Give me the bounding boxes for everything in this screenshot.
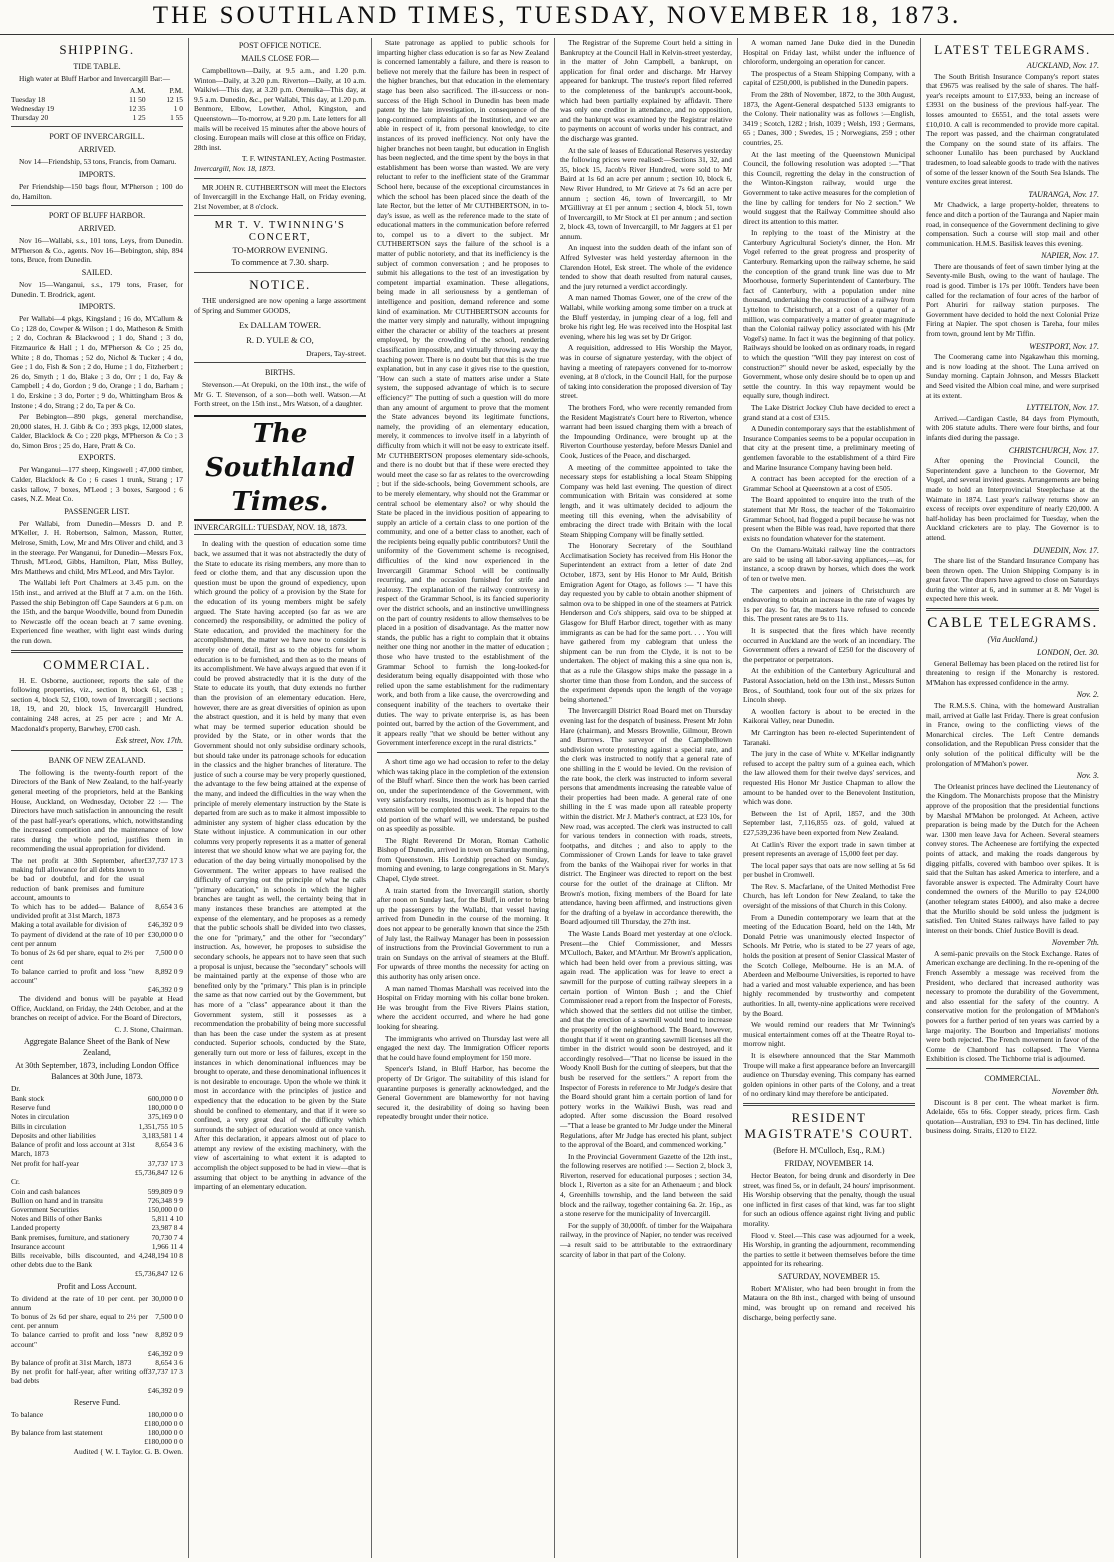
news-item: A woollen factory is about to be erected in the Kaikorai Valley, near Dunedin.: [743, 706, 915, 726]
sailed-subheading: SAILED.: [81, 267, 113, 277]
table-row: [11, 1386, 183, 1395]
news-item: At the sale of leases of Educational Reserves yesterday the following prices were realised:—Sections 31, 32, and 35, block 15, Jacob's River Hundred, were sold to Mr Baird at 1s 6d an acre per annum ; section 10, block 6, New River Hundred, to Mr Grieve at 7s 6d an acre per annum ; section 46, town of Invercargill, to Mr M'Gillivray at £1 per annum ; section 4, block 51, town of Invercargill, to Mr Stock at £1 per annum ; and section 2, block 43, town of Invercargill, to Mr Jaggers at £1 per annum.: [560, 145, 732, 241]
table-cell-label: By balance of profit at 31st March, 1873: [11, 1357, 132, 1367]
table-row: [11, 1103, 183, 1112]
table-cell-label: [11, 1168, 135, 1177]
table-cell-label: To dividend at the rate of 10 per cent. per annum: [11, 1293, 148, 1312]
news-item: The local paper says that oats are now selling at 5s 6d per bushel in Cromwell.: [743, 860, 915, 880]
table-cell-label: To bonus of 2s 6d per share, equal to 2½ per cent. per annum: [11, 1311, 148, 1331]
table-row: [11, 1294, 183, 1312]
news-item: The Lake District Jockey Club have decided to erect a grand stand at a cost of £315.: [743, 402, 915, 422]
port-bluff-heading: PORT OF BLUFF HARBOR.: [48, 211, 146, 221]
cable-item: [926, 771, 1099, 935]
table-cell-amount: 23,987 8 4: [151, 1223, 183, 1233]
divider: [11, 750, 183, 751]
column-telegrams: [921, 38, 1104, 1558]
table-cell-label: Making a total available for division of: [11, 920, 127, 930]
table-cell-label: To balance carried to profit and loss "new account": [11, 966, 145, 985]
news-item: From the 28th of November, 1872, to the 30th August, 1873, the Agent-General despatched 5133 emigrants to the Colony. Their nationality was as follows :—English, 3419 ; Scotch, 1282 ; Irish, 1039 ; Welsh, 193 ; Germans, 65 ; Danes, 300 ; Swedes, 15 ; Norwegians, 259 ; other countries, 25.: [743, 89, 915, 147]
concert-advert-time: To commence at 7.30. sharp.: [231, 257, 329, 268]
table-cell-label: [11, 1386, 148, 1395]
news-item: On the Oamaru-Waitaki railway line the contractors are said to be using all labor-saving appliances,—as, for instance, a scoop drawn by horses, which does the work of ten or twelve men.: [743, 545, 915, 584]
post-office-schedule: Campbelltown—Daily, at 9.5 a.m., and 1.20 p.m. Winton—Daily, at 3.20 p.m. Riverton—Daily, at 10 a.m. Waikiwi—This day, at 3.20 p.m. Otenuika—This day, at 9.5 a.m. Dunedin, &c., per Wallabi, This day, at 1.20 p.m. Benmore, Elbow, Lowther, Athol, Kingston, and Queenstown—To-morrow, at 9.20 p.m. Late letters for all mails will be received 15 minutes after the above hours of closing. European mails will close at this office on Friday, 28th inst.: [194, 66, 367, 152]
telegram-text: The share list of the Standard Insurance Company has been thrown open. The Union Shipping Company is in great favor. The drapers have agreed to close on Saturdays during the winter at 6, and in summer at 8. Mr Vogel is expected here this week.: [926, 556, 1099, 604]
table-row: [11, 1330, 183, 1348]
wallabi-voyage-note: The Wallabi left Port Chalmers at 3.45 p.m. on the 15th inst., and arrived at the Bluff at 7 a.m. on the 16th. Passed the ship Bebington off Cape Saunders at 6 p.m. on the 15th, and the barque Woodville, bound from Dunedin to Newcastle off the ocean beach at 7 same evening. Experienced fine weather, with light east winds during the run down.: [11, 578, 183, 645]
table-cell-amount: 7,500 0 0: [155, 1311, 183, 1321]
bank-report-text: The following is the twenty-fourth report of the Directors of the Bank of New Zealand, to the half-yearly general meeting of the proprietors, held at the Banking House, Auckland, on Wednesday, October 22 :— The Directors have much satisfaction in announcing the result of the past half-year's operations, which, notwithstanding the increased competition and the maintenance of low rates during the whole period, justifies them in recommending the usual appropriation for dividend.: [11, 767, 183, 854]
court-case: Robert M'Alister, who had been brought in from the Mataura on the 8th inst., charged with being of unsound mind, was brought up on remand and received his discharge, being perfectly sane.: [743, 1283, 915, 1322]
table-cell-label: [11, 1437, 132, 1446]
debit-label: Dr.: [11, 1084, 21, 1094]
table-cell-amount: £5,736,847 12 6: [134, 1167, 183, 1177]
tide-day: Tuesday 18: [11, 94, 46, 104]
news-item: Mr Carrington has been re-elected Superintendent of Taranaki.: [743, 727, 915, 747]
table-row: [11, 1140, 183, 1158]
telegram-item: [926, 190, 1099, 249]
cable-item: [926, 648, 1099, 687]
table-row: [11, 856, 183, 902]
divider: [926, 1068, 1099, 1069]
table-cell-amount: £30,000 0 0: [147, 929, 183, 939]
table-cell-amount: £46,392 0 9: [147, 984, 183, 994]
tide-row: [11, 95, 183, 104]
telegram-text: The South British Insurance Company's report states that £9675 was realised by the sale of shares. The half-year's receipts amount to £17,933, being an increase of £3931 on the business of the previous half-year. The losses amounted to £6551, and the total assets were £10,010. A call is recommended to provide more capital. The report was passed, and the chairman congratulated the Company on the sound state of its affairs. The schooner Lunalilo has been purchased by Auckland tradesmen, to load saleable goods to trade with the natives of some of the lesser known of the South Sea Islands. The venture excites great interest.: [926, 71, 1099, 187]
tide-col-header: [11, 86, 108, 95]
news-item: A contract has been accepted for the erection of a Grammar School at Queenstown at a cost of £505.: [743, 474, 915, 493]
news-item: It is suspected that the fires which have recently occurred in Auckland are the work of an incendiary. The Government offers a reward of £250 for the discovery of the perpetrator or perpetrators.: [743, 626, 915, 664]
imports-subheading: IMPORTS.: [78, 170, 116, 179]
news-item: The Board appointed to enquire into the truth of the statement that Mr Ross, the teacher of the Tokomairiro Grammar School, had flogged a pupil because he was not present when the Bible was read, have reported that there exists no foundation whatever for the statement.: [743, 495, 915, 543]
cable-text: General Bellemay has been placed on the retired list for threatening to resign if the Monarchy is restored. M'Mahon has expressed confidence in the army.: [926, 658, 1099, 687]
cable-telegrams-subheading: (Via Auckland.): [987, 635, 1038, 645]
table-cell-amount: 30,000 0 0: [151, 1293, 183, 1303]
concert-advert-line: TO-MORROW EVENING.: [232, 245, 328, 256]
notice-heading: NOTICE.: [249, 277, 311, 293]
notice-text: THE undersigned are now opening a large assortment of Spring and Summer GOODS,: [194, 296, 366, 315]
table-row: [11, 1269, 183, 1278]
concert-advert: [194, 220, 366, 268]
table-cell-amount: £46,392 0 9: [147, 1348, 183, 1358]
births-heading: BIRTHS.: [265, 368, 295, 378]
telegram-dateline: DUNEDIN, Nov. 17.: [1033, 545, 1099, 555]
table-cell-label: Landed property: [11, 1223, 61, 1233]
table-row: [11, 1112, 183, 1121]
editorial-dateline: INVERCARGILL: TUESDAY, NOV. 18, 1873.: [194, 523, 366, 536]
sailed-bluff: Nov 15—Wanganui, s.s., 179 tons, Fraser, for Dunedin. T. Brodrick, agent.: [11, 279, 183, 299]
port-invercargill-heading: PORT OF INVERCARGILL.: [49, 132, 145, 142]
post-office-heading: POST OFFICE NOTICE.: [238, 41, 322, 50]
divider: [194, 272, 366, 273]
table-cell-amount: 1,966 11 4: [151, 1241, 183, 1251]
table-cell-label: Insurance account: [11, 1241, 65, 1251]
table-cell-amount: 5,811 4 10: [151, 1214, 183, 1224]
news-item: The brothers Ford, who were recently remanded from the Resident Magistrate's Court here to Riverton, whence warrant had been issued charging them with a breach of the Impounding Ordinance, were brought up at the Riverton Courthouse yesterday, before Messrs Daniel and Cook, Justices of the Peace, and discharged.: [560, 402, 732, 460]
telegram-dateline: NAPIER, Nov. 17.: [1041, 251, 1099, 261]
table-row: [11, 1223, 183, 1232]
balance-sheet-heading: Aggregate Balance Sheet of the Bank of New Zealand,: [24, 1037, 170, 1058]
table-cell-amount: 8,892 0 9: [155, 966, 183, 976]
postmaster-signature: T. F. WINSTANLEY, Acting Postmaster.: [241, 154, 366, 164]
auditors-signature: Audited { W. I. Taylor. G. B. Owen.: [73, 1446, 183, 1456]
table-row: [11, 1358, 183, 1367]
cable-telegrams-heading: CABLE TELEGRAMS.: [927, 615, 1098, 632]
bank-dividend-note: The dividend and bonus will be payable at Head Office, Auckland, on Friday, the 24th October, and at the branches on receipt of advice. For the Board of Directors,: [11, 994, 183, 1023]
table-cell-label: To balance: [11, 1409, 44, 1419]
news-item: A man named Thomas Marshall was received into the Hospital on Friday morning with his collar bone broken. He was brought from the Five Rivers Plains station, where the accident occurred, and where he had gone looking for shearing.: [377, 983, 549, 1031]
divider: [743, 1103, 915, 1106]
table-cell-amount: £5,736,847 12 6: [134, 1269, 183, 1279]
news-item: A train started from the Invercargill station, shortly after noon on Sunday last, for the Bluff, in order to bring up the passengers by the Wallabi, that vessel having arrived from Dunedin in the course of the morning. It does not appear to be generally known that since the 25th of July last, the Railway Manager has been in possession of instructions from the Provincial Government to run a train on Sundays on the arrival of steamers at the Bluff. For upwards of three months the necessity for acting on this authority has only arisen once.: [377, 885, 549, 981]
news-item: A man named Thomas Gower, one of the crew of the Wallabi, while working among some timber on a truck at the Bluff yesterday, in jumping clear of a log, fell and broke his right leg. He was received into the Hospital last evening, where his leg was set by Dr Grigor.: [560, 293, 732, 341]
table-row: [11, 930, 183, 948]
table-cell-amount: 4,248,194 10 8: [138, 1250, 183, 1260]
news-item: In the Provincial Government Gazette of the 12th inst., the following reserves are notified :— Section 2, block 3, Riverton, reserved for educational purposes ; section 34, block 1, Riverton as a site for an Athenaeum ; and block 4, Greenhills township, and the land between the said block and the railway, together containing 6a. 2r. 16p., as a stone reserve for the municipality of Invercargill.: [560, 1151, 732, 1219]
table-cell-amount: 726,348 9 9: [147, 1195, 183, 1205]
telegram-item: [926, 61, 1099, 187]
news-item: The immigrants who arrived on Thursday last were all engaged the next day. The Immigration Officer reports that he could have found employment for 150 more.: [377, 1033, 549, 1062]
news-item: From a Dunedin contemporary we learn that at the meeting of the Education Board, held on the 14th, Mr Donald Petrie was unanimously elected Inspector of Schools. Mr Petrie, who is stated to be 27 years of age, holds the position at present of Senior Classical Master of the Scotch College, Melbourne. He is an M.A. of Aberdeen and Melbourne Universities, is reported to have had a varied and most valuable experience, and has been highly recommended by trustworthy and competent authorities. In all, twenty-nine applications were received by the Board.: [743, 912, 915, 1018]
table-row: [11, 1168, 183, 1177]
telegram-item: [926, 342, 1099, 401]
table-cell-amount: 7,500 0 0: [155, 948, 183, 958]
news-item: In replying to the toast of the Ministry at the Canterbury Agricultural Society's dinner, the Hon. Mr Vogel referred to the great progress and prosperity of Canterbury. Remarking upon the railway scheme, he said the conception of the grand trunk line was due to Mr Moorhouse, formerly Superintendent of Canterbury. The fact of Canterbury, with a population under nine thousand, undertaking the construction of a railway from Lyttelton to Christchurch, at a cost of a quarter of a million, was comparatively a matter of greater magnitude than the Colonial railway policy associated with his (Mr Vogel's) name. In fact it was the beginning of that policy. Railways should be looked on as ordinary roads, in regard to which the question "Will they pay interest on cost of construction?" should never be asked, especially by the Government, whose only desire should be to open up and settle the country. In this way repayment would be equally sure, though indirect.: [743, 228, 915, 401]
cable-item: [926, 938, 1099, 1064]
news-item: The Waste Lands Board met yesterday at one o'clock. Present—the Chief Commissioner, and Messrs M'Culloch, Baker, and M'Arthur. Mr Brown's application, which had been held over from a previous sitting, was again read. The application was for leave to erect a sawmill for the purpose of cutting railway sleepers in a certain portion of Winton Bush ; and the Chief Commissioner read a report from the Inspector of Forests, which showed that the settlers did not utilise the timber, and that the erection of a sawmill would tend to increase the prosperity of the neighborhood. The Board, however, thought that if it went on granting sawmill licenses all the timber in the district would soon be destroyed, and it accordingly resolved—"That no license be issued in the Woody Knoll Bush for the cutting of sleepers, but that the bush be reserved for the settlers." A report from the Inspector of Forests in reference to Mr Judge's desire that the Board should grant him a certain portion of land for pottery works in the Waikiwi Bush, was read and adopted. After some discussion the Board resolved—"That a lease be granted to Mr Judge under the Mineral Regulations, after Mr Judge has erected his plant, subject to the approval of the Board, and commenced working.": [560, 929, 732, 1150]
table-row: [11, 1251, 183, 1269]
table-cell-amount: 8,654 3 6: [155, 1357, 183, 1367]
divider: [194, 178, 366, 179]
telegram-text: Arrived.—Cardigan Castle, 84 days from Plymouth, with 206 statute adults. There were four births, and four infants died during the passage.: [926, 413, 1099, 442]
table-cell-label: Bullion on hand and in transitu: [11, 1195, 103, 1205]
telegram-text: There are thousands of feet of sawn timber lying at the Seventy-mile Bush, owing to the want of haulage. The road is good. Timber is 17s per 100ft. Tenders have been called for the reclamation of four acres of the harbor of Port Ahuriri for railway station purposes. The Government have decided to hold the next Colonial Prize Firing at Napier. The spot chosen is Tareha, four miles from town, ground lent by Mr Tiffin.: [926, 261, 1099, 339]
court-case: Hector Beaton, for being drunk and disorderly in Dee street, was fined 5s, or in default, 24 hours' imprisonment. His Worship observing that the penalty, though the usual one inflicted in first cases of that kind, was far too slight for such an odious offence against right living and public morality.: [743, 1170, 915, 1228]
table-cell-amount: 180,000 0 0: [147, 1103, 183, 1113]
shipping-heading: SHIPPING.: [59, 42, 135, 57]
table-cell-label: Coin and cash balances: [11, 1186, 81, 1196]
tide-day: Wednesday 19: [11, 104, 55, 113]
page-columns: [6, 38, 1108, 1558]
column-notices-editorial: [189, 38, 372, 1558]
divider: [11, 205, 183, 206]
table-cell-amount: 37,737 17 3: [147, 1367, 183, 1377]
news-item: The Invercargill District Road Board met on Thursday evening last for the despatch of business. Present Mr John Hare (chairman), and Messrs Brownlie, Gilmour, Brown and Burrows. The surveyor of the Campbelltown subdivision wrote protesting against a special rate, and the clerk was instructed to notify that a general rate of one shilling in the £ would be levied. On the revision of the rate book, the clerk was instructed to inform several persons that amendments increasing the rateable value of their properties had been made. A general rate of one shilling in the £ was made upon all rateable property within the district. Mr J. Mather's contract, at £23 10s, for New road, was accepted. The clerk was instructed to call for various tenders in connection with roads, streets, footpaths, and ditches ; and also to apply to the Commissioner of Crown Lands for leave to take gravel from the banks of the Waihopai river for works in that district. The Engineer was directed to report on the best course for the outlet of the drainage at Clifton. Mr Brown's motion, fixing members of the Board for late attendance, having been affirmed, and instructions given for the drafting of a byelaw in accordance therewith, the Board adjourned till Thursday, the 27th inst.: [560, 706, 732, 927]
news-item: It is elsewhere announced that the Star Mammoth Troupe will make a first appearance before an Invercargill audience on Thursday evening. This company has earned golden opinions in other parts of the Colony, and a treat of no ordinary kind may therefore be anticipated.: [743, 1050, 915, 1099]
table-cell-label: Government Securities: [11, 1204, 79, 1214]
telegram-dateline: AUCKLAND, Nov. 17.: [1026, 61, 1099, 70]
tide-pm: 12 15: [166, 94, 183, 104]
news-item: The Rev. S. Macfarlane, of the United Methodist Free Church, has left London for New Zealand, to take the oversight of the missions of that Church in this Colony.: [743, 881, 915, 911]
tide-col-header: P.M.: [169, 85, 183, 95]
passenger-list: Per Wallabi, from Dunedin—Messrs D. and P. M'Keller, J. H. Robertson, Salmon, Masson, Rutter, Melrose, Smith, Low, Mr and Mrs Oliver and child, and 3 in the steerage. Per Wanganui, for Dunedin—Messrs Fox, Thrush, M'Leod, Gibbs, Hamilton, Platt, Miss Bulley, Mrs Matthews and child, Mrs M'Leod, and Mrs Taylor.: [11, 518, 183, 576]
news-item: An inquest into the sudden death of the infant son of Alfred Sylvester was held yesterday afternoon in the Clarendon Hotel, Esk street. The whole of the evidence tended to show that death resulted from natural causes, and the jury returned a verdict accordingly.: [560, 243, 732, 291]
news-item: The Honorary Secretary of the Southland Acclimatisation Society has received from His Honor the Superintendent an extract from a letter of date 2nd October, 1873, sent by His Honor to Mr Auld, British Emigration Agent for Otago, as follows :— "I have this day requested you by cable to obtain another shipment of salmon ova to be shipped in one of the steamers at Patrick Henderson and Co's shippers, said ova to be shipped at Glasgow for Bluff Harbor direct, together with as many immigrants as can be had for the same port. . . . You will have gathered from my cablegram that unless the shipment can be run from the Clyde, it is not to be undertaken. The object of making this a sine qua non is, that as a rule the Glasgow ships make the passage in a shorter time than those from London, and the success of the experiment depends upon the length of the voyage being shortened.": [560, 541, 732, 704]
news-item: At the last meeting of the Queenstown Municipal Council, the following resolution was adopted :—"That this Council, regretting the delay in the construction of the Winton-Kingston railway, would urge the Government to take active measures for the completion of the line by calling for tenders for No 2 section." We would suggest that the Railway Committee should also direct its attention to this matter.: [743, 149, 915, 226]
cable-item: [926, 690, 1099, 768]
table-cell-amount: 8,654 3 6: [155, 1140, 183, 1150]
table-row: [11, 1242, 183, 1251]
court-subheading: (Before H. M'Culloch, Esq., R.M.): [773, 1145, 885, 1155]
editorial-continued: State patronage as applied to public schools for imparting higher class education is so far as New Zealand is concerned lamentably a failure, and there is reason to believe not merely that the failure has been in respect of the higher branches, but that education in the elementary stage has been also sacrificed. The ill-success or non-success of the High School in Dunedin has been made patent by the late investigation, in consequence of the long-continued complaints of the Institution, and we are able in respect of it, from personal knowledge, to cite instances of its proved inefficiency. Not only have the higher branches not been taught, but education in English has been neglected, and the time spent by the boys in that establishment has been worse than wasted. We are very reluctant to refer to the inefficient state of the Grammar School here, because of the exceptional circumstances in which the school has been placed since the death of the late Rector, but the letter of Mr CUTHBERTSON, in to-day's issue, as well as the reference made to the state of educational matters in the communication before referred to, compel us to a divert to the subject. Mr CUTHBERTSON says the failure of the school is a matter of public notoriety, and that its inefficiency is the subject of common conversation ; and he proposes to submit his allegations to the test of an investigation by competent impartial examination. These allegations, being made in all seriousness by a gentleman of intelligence and position, demand reference and some kind of examination. Mr CUTHBERTSON accounts for the matter very simply and naturally, without impugning either the character or ability of the teachers at present employed, by the crowding of the school, rendering classification impossible, and virtually throwing away the teaching power. There is no doubt but that this is the true explanation, but in any case it gives rise to the question, "How can such a state of matters arise under a State system, the supposed advantage of which is to secure efficiency?" The putting of such a question will do more than any amount of argument to prove that the moment the State advances beyond its legitimate functions, namely, the providing of an elementary education, merely, it commences to involve itself in a labyrinth of difficulty from which it will not be easy to extricate itself. Mr CUTHBERTSON proposes elementary side-schools, and there is no doubt but that if these were erected they would meet the case so far as relates to the overcrowding ; but if the side-schools, being Government schools, are to be merely elementary, why should not the Grammar or central school be elementary also? or why should the State be placed in the invidious position of appearing to supply an article of a certain class to one portion of the community, and one of a better class to another, each of the recipients being equally public contributors? Until the uniformity of the Government scheme is recognised, difficulties of the kind now experienced in the Invercargill Grammar School will be continually recurring, and the occasion furnished for strife and jealousy. The explanation of the railway controversy in respect of the Grammar School, is its fancied superiority over the district schools, and an instinctive unwillingness on the part of country residents to allow themselves to be placed in a position of disadvantage. As the matter now stands, the public has a right to complain that it obtains neither one thing nor another in the matter of education ; those who have trusted to the establishment of the Grammar School to furnish the long-looked-for desideratum being equally disappointed with those who relied upon the same establishment for the rudimentary work, and both from a like cause, the overcrowding and consequent inability of the teachers to overtake their duties. The way to private enterprise is, as has been pointed out, barred by the action of the Government, and it appears really "that we should be better without any Government interference except in the rural districts.": [377, 38, 549, 748]
cable-commercial-date: November 8th.: [1051, 1087, 1099, 1096]
column-news-court: [738, 38, 921, 1558]
table-cell-label: Balance of profit and loss account at 31st March, 1873: [11, 1140, 135, 1159]
divider: [194, 215, 366, 216]
table-row: [11, 1312, 183, 1330]
news-item: A meeting of the committee appointed to take the necessary steps for establishing a local Steam Shipping Company was held last evening. The question of direct communication with Britain was considered at some length, and it was ultimately decided to adjourn the meeting till this evening, when the advisability of embracing the direct trade with Britain with the local Steam Shipping Company will be finally settled.: [560, 462, 732, 539]
divider: [11, 126, 183, 127]
court-day: FRIDAY, NOVEMBER 14.: [784, 1158, 874, 1168]
table-row: [11, 948, 183, 966]
credit-label: Cr.: [11, 1176, 20, 1186]
telegram-item: [926, 403, 1099, 442]
reserve-fund-heading: Reserve Fund.: [73, 1397, 121, 1407]
imports-bluff-bebington: Per Bebington—890 pkgs, general merchandise, 20,000 slates, H. J. Gibb & Co ; 393 pkgs, 12,000 slates, Calder, Blacklock & Co ; 220 pkgs, M'Pherson & Co ; 3 do, Simon Bros ; 25 do, Hare, Pratt & Co.: [11, 412, 183, 450]
bank-appropriation-table: [11, 856, 183, 994]
news-item: At the exhibition of the Canterbury Agricultural and Pastoral Association, held on the 13th inst., Messrs Sutton Bros., of Southland, took four out of the six prizes for Lincoln sheep.: [743, 666, 915, 705]
column-shipping-commercial: [6, 38, 189, 1558]
news-item: The jury in the case of White v. M'Kellar indignantly refused to accept the paltry sum of a guinea each, which the law allowed them for their twelve days' services, and requested His Honor Mr Justice Chapman to allow the amount to be handed over to the Benevolent Institution, which was done.: [743, 749, 915, 807]
table-cell-amount: £180,000 0 0: [144, 1418, 183, 1428]
cable-dateline: November 7th.: [1051, 938, 1099, 948]
tide-pm: 1 0: [173, 104, 183, 113]
table-row: [11, 1419, 183, 1428]
imports-bluff-wallabi: Per Wallabi—4 pkgs, Kingsland ; 16 do, M'Callum & Co ; 128 do, Cowper & Wilson ; 1 do, Matheson & Smith ; 2 do, Cochran & Blackwood ; 1 do, Shand ; 3 do, Fitzmaurice & Hall ; 1 do, M'Pherson & Co ; 25 do, White ; 8 do, Thomas ; 52 do, Nichol & Tucker ; 4 do, Gee ; 1 do, Fish & Son ; 2 do, Hume ; 1 do, Fitzherbert ; 26 do, Smyth ; 1 do, Blake ; 3 do, Orr ; 1 do, Fay & Campbell ; 4 do, Gordon ; 9 do, Orange ; 1 do, Barham ; 1 do, Erskine ; 3 do, Porter ; 9 do, Whittingham Bros & Instone ; 4 do, Strang ; 2 do, Ta per & Co.: [11, 314, 183, 410]
notice-firm: R. D. YULE & CO,: [246, 334, 314, 345]
news-item: The prospectus of a Steam Shipping Company, with a capital of £250,000, is published in the Dunedin papers.: [743, 68, 915, 88]
table-cell-label: Bills in circulation: [11, 1121, 67, 1131]
table-row: [11, 1122, 183, 1131]
reserve-fund-table: [11, 1410, 183, 1447]
table-cell-label: Bills receivable, bills discounted, and other debts due to the Bank: [11, 1250, 135, 1270]
telegram-text: Mr Chadwick, a large property-holder, threatens to fence and ditch a portion of the Tauranga and Napier main road, in consequence of the Government declining to give compensation. Such a course will stop mail and other communication. H.M.S. Basilisk leaves this evening.: [926, 200, 1099, 248]
telegram-item: [926, 546, 1099, 605]
tide-table: [11, 86, 183, 123]
notice-address: Drapers, Tay-street.: [306, 348, 366, 358]
table-cell-label: Bank stock: [11, 1094, 45, 1104]
table-cell-amount: £37,737 17 3: [144, 856, 183, 866]
table-row: [11, 1349, 183, 1358]
exports-bluff: Per Wanganui—177 sheep, Kingswell ; 47,000 timber, Calder, Blacklock & Co ; 6 cases 1 trunk, Strang ; 17 casks tallow, 7 boxes, M'Leod ; 3 boxes, Sargood ; 6 cases, N.Z. Meat Co.: [11, 465, 183, 504]
latest-telegrams-heading: LATEST TELEGRAMS.: [934, 42, 1091, 57]
cable-dateline: LONDON, Oct. 30.: [1036, 648, 1099, 658]
editorial-text: In dealing with the question of education some time back, we assumed that it was not abstractedly the duty of the State to educate its rising members, any more than to feed or clothe them, and that any discussion upon the question must be upon the ground of expediency, upon which ground the policy of a provision by the State for the education of its young members might be safely argued. The State having accepted (so far as we are concerned) the responsibility, or admitted the policy of State education, and provided the machinery for the accomplishment, the matter we have now to consider is merely one of detail, first as to the objects for whom education is to be furnished, and then as to the means of its accomplishment. We have always argued that even if it could be proved abstractedly that it is the duty of the State to educate its youth, that duty extends no further than the provision of an elementary education. Here, however, there are as great diversities of opinion as upon the abstract question, and it is held by many that even what may be termed superior education should be provided by the State, or in other words that the Government should not only subsidise ordinary schools, but should take under its patronage schools for education in the classics and the higher branches of literature. The justice of such a course may be very properly questioned, the advantage to the few being attained at the expense of the many, and indeed the difficulties in the way when the principle of merely elementary instruction by the State is departed from are such as to make it almost impossible to administer any system of higher class education by the State without injustice. A communication in our other columns very properly represents it as a matter of general interest that we should know what we are paying for, the education of the day being virtually monopolised by the Government. The writer appears to have realised the difficulty of carrying out the principle of what he calls "primary education," in schools in which the higher branches are taught as well, the certainty being that in many instances these branches are attempted at the expense of the elementary, and he proposes as a remedy that the public schools shall be divided into two classes, the one for "primary," and the other for "secondary" instruction. As, however, he proposes to subsidise the secondary schools, he appears not to have seen that such a proposal is unjust, because the "secondary" schools will be maintained partly at the expense of those who are benefited only by the "primary." This plan is in principle the same as that now carried out by the Government, but has more of a "class" appearance about it than the Government system, still it possesses as a recommendation the probability of being more successful than has been the case under the system as at present conducted. Superior schools, conducted by the State, generally turn out more or less of failures, except in the instances in which denominational influences may be brought to operate, and these denominational influences it is not desirable to encourage. Upon the whole we think it most in accordance with the principles of justice and expediency that the education to be given by the State should be confined to elementary, and that if it were so confined, a very great deal of the difficulty which surrounds the subject of education would at once vanish. After this declaration, it appears almost out of place to attempt any review of the existing machinery, with the view of ascertaining to what extent it is adapted to accomplish the object supposed to be had in view—that is assuming that object to be anything in advance of the imparting of an elementary education.: [194, 539, 366, 1192]
cable-text: The R.M.S.S. China, with the homeward Australian mail, arrived at Galle last Friday. There is great confusion in France, owing to the conflicting views of the Monarchical circles. The Left Centre demands consolidation, and the Republican Press consider that the only solution of the political difficulty will be the prolongation of M'Mahon's power.: [926, 701, 1099, 768]
news-item: A woman named Jane Duke died in the Dunedin Hospital on Friday last, whilst under the influence of chloroform, undergoing an operation for cancer.: [743, 38, 915, 67]
table-row: [11, 1367, 183, 1385]
court-day: SATURDAY, NOVEMBER 15.: [778, 1271, 880, 1281]
tide-am: 12 35: [128, 104, 146, 113]
table-cell-label: To balance carried to profit and loss "new account": [11, 1330, 148, 1349]
post-office-date: Invercargill, Nov. 18, 1873.: [194, 163, 276, 173]
passenger-list-subheading: PASSENGER LIST.: [64, 506, 130, 516]
balance-sheet-subheading: At 30th September, 1873, including London Office Balances at 30th June, 1873.: [15, 1061, 179, 1082]
table-cell-label: Reserve fund: [11, 1103, 51, 1113]
balance-sheet-credit-table: [11, 1187, 183, 1279]
table-cell-label: Bank premises, furniture, and stationery: [11, 1232, 130, 1242]
cable-dateline: Nov. 3.: [1076, 771, 1099, 781]
table-row: [11, 1428, 183, 1437]
table-cell-label: To payment of dividend at the rate of 10 per cent per annum: [11, 929, 145, 948]
table-row: [11, 1205, 183, 1214]
profit-loss-heading: Profit and Loss Account.: [57, 1281, 137, 1291]
notice-ex-ship: Ex DALLAM TOWER.: [238, 319, 322, 330]
telegram-dateline: CHRISTCHURCH, Nov. 17.: [1008, 445, 1099, 455]
table-cell-label: [11, 1269, 135, 1278]
table-cell-amount: 150,000 0 0: [147, 1204, 183, 1214]
table-cell-amount: £46,392 0 9: [147, 1385, 183, 1395]
table-cell-label: To which has to be added— Balance of undivided profit at 31st March, 1873: [11, 902, 145, 921]
news-item: A Dunedin contemporary says that the establishment of Insurance Companies seems to be a popular occupation in that city at the present time, a preliminary meeting of gentlemen favorable to the establishment of a third Fire and Marine Insurance Company having been held.: [743, 424, 915, 472]
divider: [194, 362, 366, 363]
tide-row: [11, 113, 183, 122]
concert-advert-title: MR T. V. TWINNING'S: [214, 220, 346, 232]
telegram-text: The Coomerang came into Ngakawhau this morning, and is now loading at the shoot. The Luna arrived on Sunday morning. Captain Johnson, and Messrs Blackett and Seed visited the Albion coal mine, and were surprised at its extent.: [926, 352, 1099, 400]
tide-row: [11, 104, 183, 113]
table-cell-amount: 600,000 0 0: [147, 1094, 183, 1104]
masthead: THE SOUTHLAND TIMES, TUESDAY, NOVEMBER 18, 1873.: [0, 0, 1114, 35]
table-cell-amount: £46,392 0 9: [147, 920, 183, 930]
table-row: [11, 1214, 183, 1223]
table-cell-label: [11, 985, 144, 994]
arrived-subheading: ARRIVED.: [78, 145, 116, 155]
tide-col-header: A.M.: [129, 85, 146, 95]
table-cell-amount: £180,000 0 0: [144, 1437, 183, 1447]
news-item: The Registrar of the Supreme Court held a sitting in Bankruptcy at the Council Hall in Kelvin-street yesterday, in the matter of John Campbell, a bankrupt, on application for final order and discharge. Mr Harvey appeared for bankrupt. The trustee's report filed referred to the completeness of the bankrupt's account-book, which had been partially explained by affidavit. There was only one creditor in attendance, and no opposition, and the bankrupt was examined by the Registrar relative to payments on account of works under his contract, and the discharge was granted.: [560, 38, 732, 143]
tide-am: 11 50: [129, 94, 146, 104]
table-cell-label: To bonus of 2s 6d per share, equal to 2½ per cent: [11, 948, 145, 967]
news-item: The carpenters and joiners of Christchurch are endeavoring to obtain an increase in the rate of wages by 1s per day. So far, the masters have refused to concede this. The present rates are 9s to 11s.: [743, 585, 915, 624]
exports-subheading: EXPORTS.: [78, 453, 116, 463]
tide-table-heading: TIDE TABLE.: [73, 62, 121, 71]
telegram-dateline: WESTPORT, Nov. 17.: [1029, 341, 1099, 351]
telegram-item: [926, 446, 1099, 543]
telegram-dateline: TAURANGA, Nov. 17.: [1028, 189, 1099, 199]
cable-commercial-heading: COMMERCIAL.: [984, 1074, 1041, 1083]
cable-text: A semi-panic prevails on the Stock Exchange. Rates of American exchange are declining. In the re-opening of the French Assembly a message was received from the President, who declared that increased authority was necessary to promote the durability of the Government, and also essential for the safety of the country. A conservative motion for the prolongation of M'Mahon's powers for a further period of ten years was carried by a large majority. The Bourbon and Imperialists' motions were both rejected. The French movement in favor of the Comte de Chambord has collapsed. The Vienna Exhibition is closed. The Tichborne trial is adjourned.: [926, 948, 1099, 1064]
news-item: The Right Reverend Dr Moran, Roman Catholic Bishop of Dunedin, arrived in town on Saturday morning, from Queenstown. His Lordship preached on Sunday, morning and evening, to large congregations in St. Mary's Chapel, Clyde street.: [377, 835, 549, 884]
table-cell-amount: 1,351,755 10 5: [138, 1121, 183, 1131]
telegram-text: After opening the Provincial Council, the Superintendent gave a luncheon to the Governor, Mr Vogel, and several invited guests. Arrangements are being made to hold an Interprovincial Steeplechase at the Waimate in 1874. Last year's railway returns show an excess of receipts over expenditure of nearly £20,000. A half-holiday has been proclaimed for Tuesday, when the Auckland cricketers are to play. The Governor is to attend.: [926, 456, 1099, 542]
table-row: [11, 920, 183, 929]
table-cell-label: [11, 1349, 148, 1358]
table-cell-label: By net profit for half-year, after writing off bad debts: [11, 1367, 148, 1386]
bank-heading: BANK OF NEW ZEALAND.: [48, 755, 146, 765]
news-item: At Catlin's River the export trade in sawn timber at present represents an average of 15,000 feet per day.: [743, 839, 915, 859]
balance-sheet-debit-table: [11, 1094, 183, 1177]
divider: [11, 650, 183, 653]
profit-loss-table: [11, 1294, 183, 1395]
table-cell-label: [11, 1419, 132, 1428]
news-item: A short time ago we had occasion to refer to the delay which was taking place in the completion of the extension of the Bluff wharf. Since then the work has been carried on, under the superintendence of the Government, with very satisfactory results, insomuch as it is hoped that the extension will be completed this week. The repairs to the old portion of the wharf will, we understand, be pushed on as speedily as possible.: [377, 756, 549, 834]
table-row: [11, 1196, 183, 1205]
cable-dateline: Nov. 2.: [1076, 690, 1099, 700]
births-text: Stevenson.—At Orepuki, on the 10th inst., the wife of Mr G. T. Stevenson, of a son—both well. Watson.—At Forth street, on the 15th inst., Mrs Watson, of a daughter.: [194, 380, 366, 409]
table-row: [11, 1094, 183, 1103]
cable-text: The Orleanist princes have declined the Lieutenancy of the Kingdom. The Monarchists propose that the Ministry approve of the proposition that the presidential functions by Marshal M'Mahon be prolonged. At Acheen, active preparation is being made by the Dutch for the Acheen war. 1300 men leave Java for Acheen. Several steamers convey stores. The Acheenese are fortifying the expected points of attack, and making the roads dangerous by digging pitfalls, covered with bamboo over spikes. It is said that the Sultan has asked America to interfere, and a favorable answer is expected. The Admiralty Court have condemned the owners of the Murillo to pay £24,000 (another telegram states £4000), and also make a decree that the Murillo should be sold unless the judgment is satisfied. Ten United States railways have failed to pay interest on their bonds. Chief Justice Bovill is dead.: [926, 781, 1099, 935]
mails-close-subheading: MAILS CLOSE FOR—: [241, 54, 319, 63]
divider: [926, 608, 1099, 611]
imports-subheading: IMPORTS.: [78, 302, 116, 312]
table-cell-label: By balance from last statement: [11, 1428, 103, 1438]
bank-signature: C. J. Stone, Chairman.: [114, 1024, 183, 1034]
auction-dateline: Esk street, Nov. 17th.: [115, 736, 183, 746]
table-cell-label: Deposits and other liabilities: [11, 1130, 96, 1140]
table-cell-amount: 375,169 0 0: [147, 1112, 183, 1122]
table-row: [11, 985, 183, 994]
table-row: [11, 1187, 183, 1196]
tide-intro: High water at Bluff Harbor and Invercargill Bar:—: [19, 74, 170, 83]
table-cell-label: The net profit at 30th September, after making full allowance for all debts known to be bad or doubtful, and for the usual reduction of bank premises and furniture account, amounts to: [11, 856, 145, 902]
arrived-subheading: ARRIVED.: [78, 224, 116, 234]
table-cell-amount: 70,730 7 4: [151, 1232, 183, 1242]
tide-am: 1 25: [132, 113, 146, 123]
arrivals-bluff: Nov 16—Wallabi, s.s., 101 tons, Leys, from Dunedin. M'Pherson & Co., agents. Nov 16—Bebington, ship, 894 tons, Bruce, from Dunedin.: [11, 236, 183, 265]
news-item: A requisition, addressed to His Worship the Mayor, was in course of signature yesterday, with the object of having a meeting of ratepayers convened for to-morrow evening, at 8 o'clock, in the Council Hall, for the purpose of taking into consideration the proposed diversion of Tay street.: [560, 343, 732, 401]
column-local-news: [555, 38, 738, 1558]
table-cell-amount: 37,737 17 3: [147, 1158, 183, 1168]
telegram-dateline: LYTTELTON, Nov. 17.: [1026, 403, 1099, 413]
tide-day: Thursday 20: [11, 113, 49, 123]
table-row: [11, 1233, 183, 1242]
table-row: [11, 1437, 183, 1446]
tide-pm: 1 55: [170, 113, 183, 123]
divider: [377, 752, 549, 753]
news-item: For the supply of 30,000ft. of timber for the Waipahara railway, in the province of Napier, no tender was received—a result said to be attributable to the extraordinary scarcity of labor in that part of the Colony.: [560, 1220, 732, 1259]
court-case: Flood v. Steel.—This case was adjourned for a week, His Worship, in granting the adjournment, recommending the parties to settle it between themselves before the time appointed for its rehearing.: [743, 1230, 915, 1269]
imports-invercargill: Per Friendship—150 bags flour, M'Pherson ; 100 do do, Hamilton.: [11, 182, 183, 201]
table-cell-amount: 3,183,581 1 4: [142, 1130, 183, 1140]
arrivals-invercargill: Nov 14—Friendship, 53 tons, Francis, from Oamaru.: [19, 157, 177, 167]
table-row: [11, 1410, 183, 1419]
court-heading: RESIDENT MAGISTRATE'S COURT.: [744, 1109, 914, 1141]
table-cell-amount: 8,892 0 9: [155, 1330, 183, 1340]
cuthbertson-advert: MR JOHN R. CUTHBERTSON will meet the Electors of Invercargill in the Exchange Hall, on Friday evening, 21st November, at 8 o'clock.: [194, 182, 366, 211]
table-cell-label: Net profit for half-year: [11, 1158, 79, 1168]
table-cell-amount: 180,000 0 0: [147, 1428, 183, 1438]
table-row: [11, 1159, 183, 1168]
table-cell-amount: 599,809 0 9: [147, 1186, 183, 1196]
table-row: [11, 902, 183, 920]
table-row: [11, 967, 183, 985]
table-cell-label: Notes in circulation: [11, 1112, 70, 1122]
table-cell-amount: 180,000 0 0: [147, 1409, 183, 1419]
news-item: We would remind our readers that Mr Twinning's musical entertainment comes off at the Theatre Royal to-morrow night.: [743, 1020, 915, 1049]
concert-advert-line: CONCERT,: [248, 232, 312, 244]
table-row: [11, 1131, 183, 1140]
cable-commercial-text: Discount is 8 per cent. The wheat market is firm. Adelaide, 65s to 66s. Copper steady, prices firm. Cash quotation—Australian, £93 to £94. Tin has declined, little business doing. Straits, £120 to £122.: [926, 1097, 1099, 1136]
table-cell-amount: 8,654 3 6: [155, 902, 183, 912]
table-cell-label: Notes and Bills of other Banks: [11, 1214, 102, 1224]
newspaper-nameplate: The Southland Times.: [194, 415, 366, 521]
news-item: Between the 1st of April, 1857, and the 30th September last, 7,116,855 ozs. of gold, valued at £27,539,236 have been exported from New Zealand.: [743, 808, 915, 837]
news-item: Spencer's Island, in Bluff Harbor, has become the property of Dr Grigor. The suitability of this island for quarantine purposes is generally acknowledged, and the General Government are blameworthy for not having secured it, the desirability of doing so having been repeatedly brought under their notice.: [377, 1064, 549, 1122]
commercial-heading: COMMERCIAL.: [43, 656, 151, 672]
column-editorial-continued: [372, 38, 555, 1558]
telegram-item: [926, 251, 1099, 338]
auction-report: H. E. Osborne, auctioneer, reports the sale of the following properties, viz., section 8, block 61, £38 ; section 4, block 52, £100, town of Invercargill ; sections 18, 19, and 20, block 15, Invercargill Hundred, containing 248 acres, at 25 per acre ; and Mr A. Macdonald's property, Barwhey, £700 cash.: [11, 675, 183, 733]
